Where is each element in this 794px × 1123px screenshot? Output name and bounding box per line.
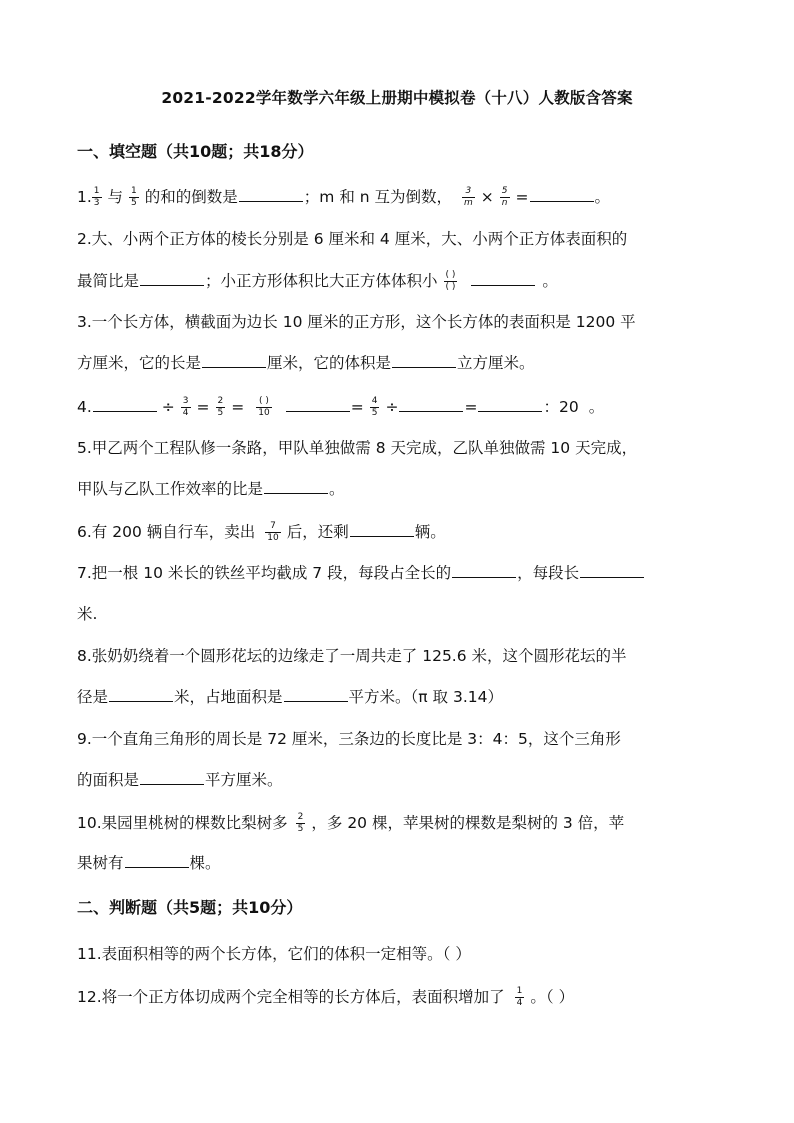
question-8-line-1: 8.张奶奶绕着一个圆形花坛的边缘走了一周共走了 125.6 米，这个圆形花坛的半: [77, 647, 627, 665]
numerator: 2: [217, 396, 224, 406]
numerator: 1: [93, 186, 100, 196]
denominator: 5: [371, 408, 378, 418]
q6-text-b: 后，还剩: [286, 523, 349, 541]
denominator: 5: [131, 198, 137, 208]
answer-blank[interactable]: [239, 187, 303, 202]
fraction-1-4: [515, 986, 525, 1009]
denominator: m: [464, 198, 473, 208]
denominator: 10: [258, 408, 270, 418]
q10-text-c: 果树有: [77, 854, 124, 872]
question-1: [77, 186, 717, 209]
equals-sign: =: [464, 398, 478, 416]
q1-text-b: 的和的倒数是: [144, 188, 238, 206]
answer-blank[interactable]: [392, 353, 456, 368]
denominator: n: [501, 198, 508, 208]
q7-text-a: 7.把一根 10 米长的铁丝平均截成 7 段，每段占全长的: [77, 564, 452, 582]
answer-blank[interactable]: [580, 563, 644, 578]
fraction-empty: [444, 270, 458, 293]
denominator: 3: [93, 198, 100, 208]
q2-end: 。: [542, 272, 558, 290]
answer-blank[interactable]: [399, 397, 463, 412]
q6-text-a: 6.有 200 辆自行车，卖出: [77, 523, 256, 541]
question-7-line-1: [77, 563, 717, 583]
question-11: 11.表面积相等的两个长方体，它们的体积一定相等。（ ）: [77, 945, 471, 963]
answer-blank[interactable]: [471, 271, 535, 286]
question-7-line-2: 米.: [77, 605, 98, 623]
q1-number: 1.: [77, 188, 92, 206]
q7-text-b: ，每段长: [517, 564, 580, 582]
fraction-empty-10: [256, 396, 271, 419]
q5-end: 。: [329, 480, 345, 498]
answer-blank[interactable]: [264, 479, 328, 494]
numerator: 3: [465, 186, 472, 196]
q5-text-a: 甲队与乙队工作效率的比是: [77, 480, 264, 498]
times-sign: ×: [480, 188, 494, 206]
q3-text-c: 立方厘米。: [457, 354, 535, 372]
q8-text-a: 径是: [77, 688, 109, 706]
answer-blank[interactable]: [478, 397, 542, 412]
question-3-line-2: [77, 353, 717, 373]
fraction-3-m: [462, 186, 475, 209]
question-9-line-1: 9.一个直角三角形的周长是 72 厘米，三条边的长度比是 3：4：5，这个三角形: [77, 730, 621, 748]
question-9-line-2: [77, 770, 717, 790]
q9-text-a: 的面积是: [77, 771, 140, 789]
fraction-1-3: [92, 186, 102, 209]
equals-sign: =: [350, 398, 364, 416]
q6-end: 辆。: [414, 523, 446, 541]
q10-text-a: 10.果园里桃树的棵数比梨树多: [77, 814, 288, 832]
fraction-2-5: [296, 812, 306, 835]
fraction-1-5: [129, 186, 139, 209]
numerator: 2: [297, 812, 304, 822]
section-heading-fill-in: 一、填空题（共10题；共18分）: [77, 142, 314, 161]
q2-text-a: 最简比是: [77, 272, 140, 290]
section-heading-judgement: 二、判断题（共5题；共10分）: [77, 898, 303, 917]
question-3-line-1: 3.一个长方体，横截面为边长 10 厘米的正方形，这个长方体的表面积是 1200 平: [77, 313, 636, 331]
denominator: 4: [516, 998, 523, 1008]
fraction-5-n: [500, 186, 510, 209]
q9-text-b: 平方厘米。: [205, 771, 283, 789]
q8-text-c: 平方米。（π 取 3.14）: [348, 688, 503, 706]
question-4: [77, 396, 717, 419]
answer-blank[interactable]: [140, 271, 204, 286]
fraction-7-10: [265, 521, 280, 544]
equals-sign: =: [231, 398, 245, 416]
q2-text-b: ；小正方形体积比大正方体体积小: [205, 272, 438, 290]
fraction-4-5: [370, 396, 380, 419]
question-12: [77, 986, 717, 1009]
page-title: 2021-2022学年数学六年级上册期中模拟卷（十八）人教版含答案: [161, 89, 633, 107]
numerator: 5: [501, 186, 508, 196]
q1-text-a: 与: [107, 188, 124, 206]
numerator: ( ): [259, 396, 269, 406]
question-5-line-2: [77, 479, 717, 499]
answer-blank[interactable]: [93, 397, 157, 412]
answer-blank[interactable]: [286, 397, 350, 412]
answer-blank[interactable]: [140, 770, 204, 785]
q1-end: 。: [594, 188, 611, 206]
question-6: [77, 521, 717, 544]
question-10-line-1: [77, 812, 717, 835]
numerator: 1: [131, 186, 137, 196]
answer-blank[interactable]: [350, 522, 414, 537]
question-8-line-2: [77, 687, 717, 707]
fraction-2-5: [216, 396, 226, 419]
equals-sign: =: [515, 188, 529, 206]
q12-text-b: 。（ ）: [530, 988, 575, 1006]
denominator: 4: [182, 408, 189, 418]
q8-text-b: 米，占地面积是: [174, 688, 283, 706]
numerator: ( ): [445, 270, 456, 280]
numerator: 4: [371, 396, 378, 406]
answer-blank[interactable]: [125, 853, 189, 868]
fraction-3-4: [181, 396, 191, 419]
q10-text-b: ，多 20 棵，苹果树的棵数是梨树的 3 倍，苹: [311, 814, 625, 832]
q4-end: 。: [588, 398, 605, 416]
question-2-line-2: [77, 270, 717, 293]
question-10-line-2: [77, 853, 717, 873]
q3-text-a: 方厘米，它的长是: [77, 354, 202, 372]
numerator: 7: [270, 521, 276, 531]
answer-blank[interactable]: [284, 687, 348, 702]
q12-text-a: 12.将一个正方体切成两个完全相等的长方体后，表面积增加了: [77, 988, 505, 1006]
q10-text-d: 棵。: [189, 854, 221, 872]
q4-number: 4.: [77, 398, 92, 416]
answer-blank[interactable]: [452, 563, 516, 578]
numerator: 3: [182, 396, 189, 406]
answer-blank[interactable]: [202, 353, 266, 368]
q4-ratio-text: ：20: [543, 398, 579, 416]
denominator: ( ): [445, 282, 456, 292]
q1-text-c: ；m 和 n 互为倒数，: [303, 188, 453, 206]
answer-blank[interactable]: [109, 687, 173, 702]
divide-sign: ÷: [161, 398, 175, 416]
q3-text-b: 厘米，它的体积是: [267, 354, 392, 372]
question-5-line-1: 5.甲乙两个工程队修一条路，甲队单独做需 8 天完成，乙队单独做需 10 天完成，: [77, 439, 638, 457]
numerator: 1: [516, 986, 523, 996]
answer-blank[interactable]: [530, 187, 594, 202]
denominator: 10: [267, 533, 279, 543]
denominator: 5: [217, 408, 224, 418]
denominator: 5: [297, 824, 304, 834]
question-2-line-1: 2.大、小两个正方体的棱长分别是 6 厘米和 4 厘米，大、小两个正方体表面积的: [77, 230, 628, 248]
equals-sign: =: [196, 398, 210, 416]
divide-sign: ÷: [385, 398, 399, 416]
